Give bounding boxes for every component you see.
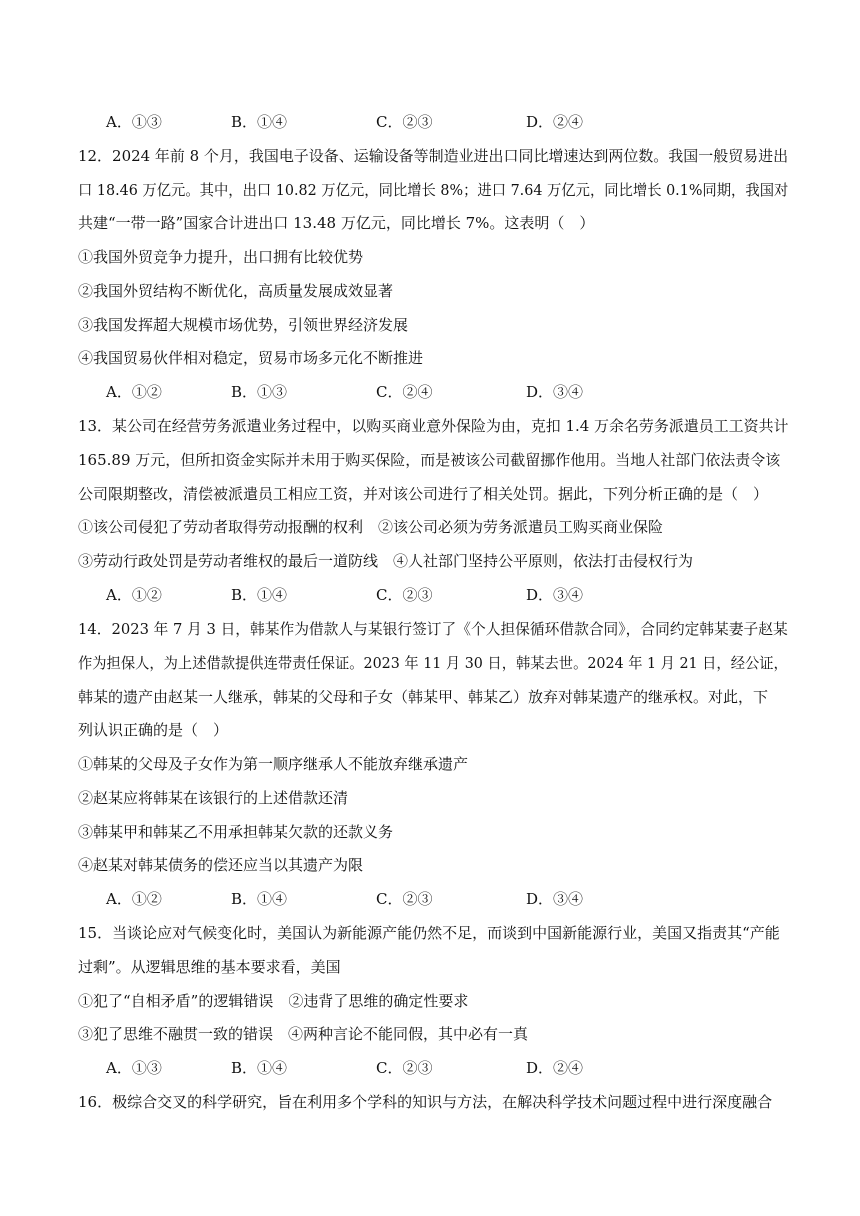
q14-option-d: D．③④ xyxy=(526,890,584,908)
q15-statements-3-4: ③犯了思维不融贯一致的错误 ④两种言论不能同假，其中必有一真 xyxy=(78,1025,529,1043)
q14-statement-3: ③韩某甲和韩某乙不用承担韩某欠款的还款义务 xyxy=(78,823,394,841)
q14-stem-line-1: 14．2023 年 7 月 3 日，韩某作为借款人与某银行签订了《个人担保循环借款合同》，合同约定韩某妻子赵某 xyxy=(78,620,788,638)
q12-option-c: C．②④ xyxy=(376,383,433,401)
q12-statement-2: ②我国外贸结构不断优化，高质量发展成效显著 xyxy=(78,282,394,300)
q12-stem-line-1: 12．2024 年前 8 个月，我国电子设备、运输设备等制造业进出口同比增速达到两位数。我国一般贸易进出 xyxy=(78,147,789,165)
q13-stem-line-3: 公司限期整改，清偿被派遣员工相应工资，并对该公司进行了相关处罚。据此，下列分析正确的是（ ） xyxy=(78,485,769,503)
q12-option-d: D．③④ xyxy=(526,383,584,401)
q12-stem-line-3: 共建“一带一路”国家合计进出口 13.48 万亿元，同比增长 7%。这表明（ ） xyxy=(78,214,595,232)
q11-option-b: B．①④ xyxy=(231,113,288,131)
q13-statements-3-4: ③劳动行政处罚是劳动者维权的最后一道防线 ④人社部门坚持公平原则，依法打击侵权行为 xyxy=(78,552,694,570)
q12-statement-1: ①我国外贸竞争力提升，出口拥有比较优势 xyxy=(78,248,364,266)
q14-stem-line-2: 作为担保人，为上述借款提供连带责任保证。2023 年 11 月 30 日，韩某去世。2024 年 1 月 21 日，经公证， xyxy=(78,654,788,672)
q14-option-b: B．①④ xyxy=(231,890,288,908)
q13-option-c: C．②③ xyxy=(376,586,433,604)
q15-option-b: B．①④ xyxy=(231,1059,288,1077)
q13-option-d: D．③④ xyxy=(526,586,584,604)
q15-stem-line-1: 15．当谈论应对气候变化时，美国认为新能源产能仍然不足，而谈到中国新能源行业，美国又指责其“产能 xyxy=(78,924,780,942)
q13-statements-1-2: ①该公司侵犯了劳动者取得劳动报酬的权利 ②该公司必须为劳务派遣员工购买商业保险 xyxy=(78,518,664,536)
q14-option-a: A．①② xyxy=(106,890,162,908)
q14-stem-line-4: 列认识正确的是（ ） xyxy=(78,721,229,739)
q12-option-a: A．①② xyxy=(106,383,162,401)
q12-option-b: B．①③ xyxy=(231,383,288,401)
q14-statement-4: ④赵某对韩某债务的偿还应当以其遗产为限 xyxy=(78,856,364,874)
q11-option-a: A．①③ xyxy=(106,113,162,131)
q14-statement-1: ①韩某的父母及子女作为第一顺序继承人不能放弃继承遗产 xyxy=(78,755,469,773)
q12-statement-4: ④我国贸易伙伴相对稳定，贸易市场多元化不断推进 xyxy=(78,349,424,367)
q14-option-c: C．②③ xyxy=(376,890,433,908)
q15-option-c: C．②③ xyxy=(376,1059,433,1077)
q13-stem-line-2: 165.89 万元，但所扣资金实际并未用于购买保险，而是被该公司截留挪作他用。当地人社部门依法责令该 xyxy=(78,451,781,469)
q11-option-c: C．②③ xyxy=(376,113,433,131)
q16-stem-line-1: 16．极综合交叉的科学研究，旨在利用多个学科的知识与方法，在解决科学技术问题过程中进行深度融合 xyxy=(78,1093,773,1111)
q13-stem-line-1: 13．某公司在经营劳务派遣业务过程中，以购买商业意外保险为由，克扣 1.4 万余名劳务派遣员工工资共计 xyxy=(78,417,789,435)
q12-statement-3: ③我国发挥超大规模市场优势，引领世界经济发展 xyxy=(78,316,409,334)
q15-option-d: D．②④ xyxy=(526,1059,584,1077)
q13-option-b: B．①④ xyxy=(231,586,288,604)
q14-stem-line-3: 韩某的遗产由赵某一人继承，韩某的父母和子女（韩某甲、韩某乙）放弃对韩某遗产的继承权。对此，下 xyxy=(78,688,769,706)
q15-statements-1-2: ①犯了“自相矛盾”的逻辑错误 ②违背了思维的确定性要求 xyxy=(78,992,469,1010)
q14-statement-2: ②赵某应将韩某在该银行的上述借款还清 xyxy=(78,789,349,807)
q15-option-a: A．①③ xyxy=(106,1059,162,1077)
q13-option-a: A．①② xyxy=(106,586,162,604)
q15-stem-line-2: 过剩”。从逻辑思维的基本要求看，美国 xyxy=(78,958,341,976)
q11-option-d: D．②④ xyxy=(526,113,584,131)
q12-stem-line-2: 口 18.46 万亿元。其中，出口 10.82 万亿元，同比增长 8%；进口 7.64 万亿元，同比增长 0.1%同期，我国对 xyxy=(78,181,789,199)
